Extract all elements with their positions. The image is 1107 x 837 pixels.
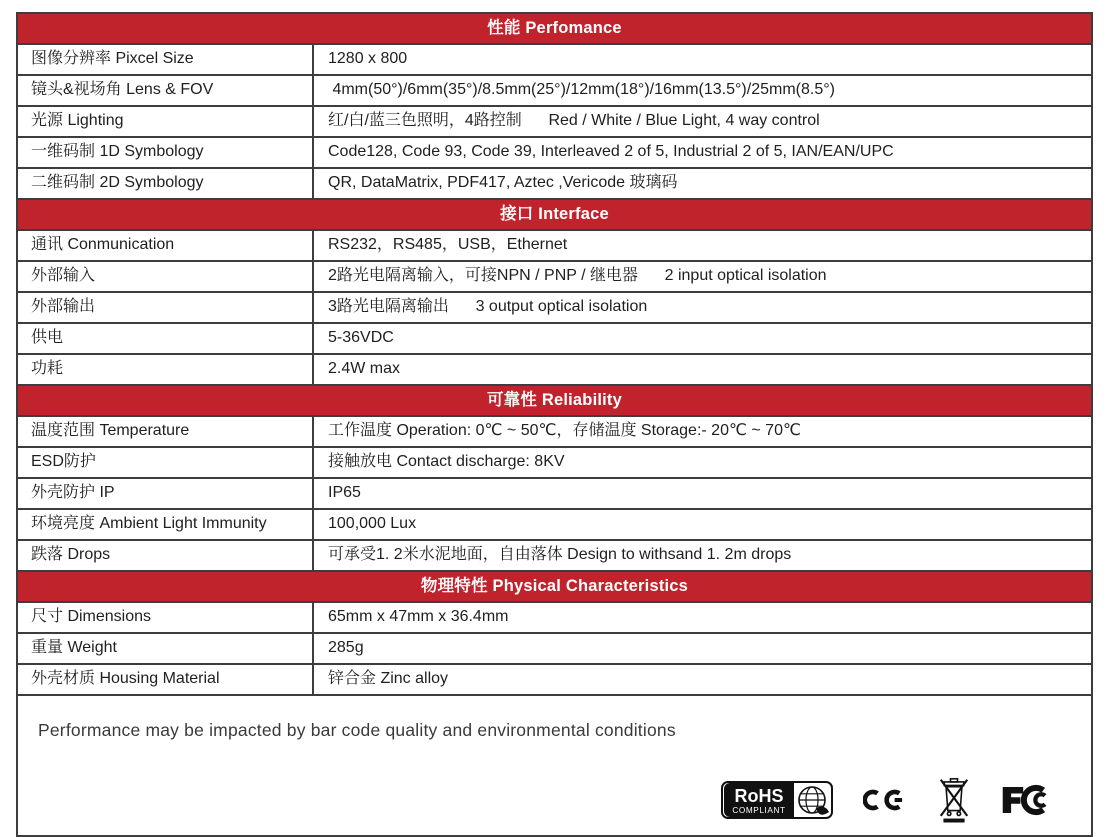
- spec-value: 3路光电隔离输出 3 output optical isolation: [328, 298, 648, 315]
- table-row: [18, 324, 1091, 355]
- spec-value: RS232，RS485，USB，Ethernet: [328, 236, 568, 253]
- rohs-subtitle: COMPLIANT: [732, 806, 786, 815]
- section-header-interface: 接口 Interface: [18, 200, 1091, 231]
- table-row: [18, 169, 1091, 200]
- footer-row: [18, 696, 1091, 835]
- spec-label: 外部输入: [18, 262, 314, 291]
- spec-value: IP65: [328, 484, 361, 501]
- table-row: [18, 76, 1091, 107]
- table-row: [18, 138, 1091, 169]
- fcc-mark-icon: [999, 784, 1053, 816]
- disclaimer-text: Performance may be impacted by bar code quality and environmental conditions: [38, 720, 676, 740]
- table-row: [18, 634, 1091, 665]
- spec-table: [16, 12, 1093, 837]
- spec-label: 温度范围 Temperature: [18, 417, 314, 446]
- table-row: [18, 541, 1091, 572]
- spec-label: 跌落 Drops: [18, 541, 314, 570]
- certification-logos: [721, 777, 1053, 823]
- rohs-title: RoHS: [734, 786, 784, 806]
- spec-value: 5-36VDC: [328, 329, 394, 346]
- spec-label: 供电: [18, 324, 314, 353]
- spec-label: 外部输出: [18, 293, 314, 322]
- spec-label: 环境亮度 Ambient Light Immunity: [18, 510, 314, 539]
- spec-label: 光源 Lighting: [18, 107, 314, 136]
- spec-label: 图像分辨率 Pixcel Size: [18, 45, 314, 74]
- table-row: [18, 665, 1091, 696]
- spec-value: 2.4W max: [328, 360, 401, 377]
- spec-label: 二维码制 2D Symbology: [18, 169, 314, 198]
- table-row: [18, 262, 1091, 293]
- spec-value: QR, DataMatrix, PDF417, Aztec ,Vericode 玻璃码: [328, 174, 678, 191]
- spec-value: 65mm x 47mm x 36.4mm: [328, 608, 509, 625]
- section-header-reliability: 可靠性 Reliability: [18, 386, 1091, 417]
- spec-label: 重量 Weight: [18, 634, 314, 663]
- spec-label: 尺寸 Dimensions: [18, 603, 314, 632]
- table-row: [18, 448, 1091, 479]
- spec-value: 2路光电隔离输入，可接NPN / PNP / 继电器 2 input optical isolation: [328, 267, 827, 284]
- spec-value: 红/白/蓝三色照明，4路控制 Red / White / Blue Light, 4 way control: [328, 112, 820, 129]
- spec-value: 工作温度 Operation: 0℃ ~ 50℃，存储温度 Storage:- 20℃ ~ 70℃: [328, 422, 801, 439]
- spec-value: 4mm(50°)/6mm(35°)/8.5mm(25°)/12mm(18°)/16mm(13.5°)/25mm(8.5°): [328, 81, 835, 98]
- table-row: [18, 293, 1091, 324]
- section-header-performance: 性能 Perfomance: [18, 14, 1091, 45]
- spec-value: 接触放电 Contact discharge: 8KV: [328, 453, 565, 470]
- spec-value: 锌合金 Zinc alloy: [328, 670, 449, 687]
- spec-value: 可承受1. 2米水泥地面，自由落体 Design to withsand 1. 2m drops: [328, 546, 792, 563]
- section-header-physical: 物理特性 Physical Characteristics: [18, 572, 1091, 603]
- table-row: [18, 603, 1091, 634]
- rohs-compliant-badge: [721, 781, 833, 819]
- table-row: [18, 479, 1091, 510]
- spec-value: 100,000 Lux: [328, 515, 417, 532]
- table-row: [18, 510, 1091, 541]
- table-row: [18, 355, 1091, 386]
- spec-value: 1280 x 800: [328, 50, 408, 67]
- ce-mark-icon: [863, 783, 909, 817]
- spec-label: 功耗: [18, 355, 314, 384]
- table-row: [18, 107, 1091, 138]
- spec-label: ESD防护: [18, 448, 314, 477]
- spec-label: 外壳材质 Housing Material: [18, 665, 314, 694]
- weee-crossed-bin-icon: [939, 777, 969, 823]
- spec-label: 通讯 Conmunication: [18, 231, 314, 260]
- spec-label: 一维码制 1D Symbology: [18, 138, 314, 167]
- spec-value: Code128, Code 93, Code 39, Interleaved 2 of 5, Industrial 2 of 5, IAN/EAN/UPC: [328, 143, 894, 160]
- spec-value: 285g: [328, 639, 364, 656]
- table-row: [18, 231, 1091, 262]
- spec-label: 外壳防护 IP: [18, 479, 314, 508]
- spec-label: 镜头&视场角 Lens & FOV: [18, 76, 314, 105]
- table-row: [18, 45, 1091, 76]
- table-row: [18, 417, 1091, 448]
